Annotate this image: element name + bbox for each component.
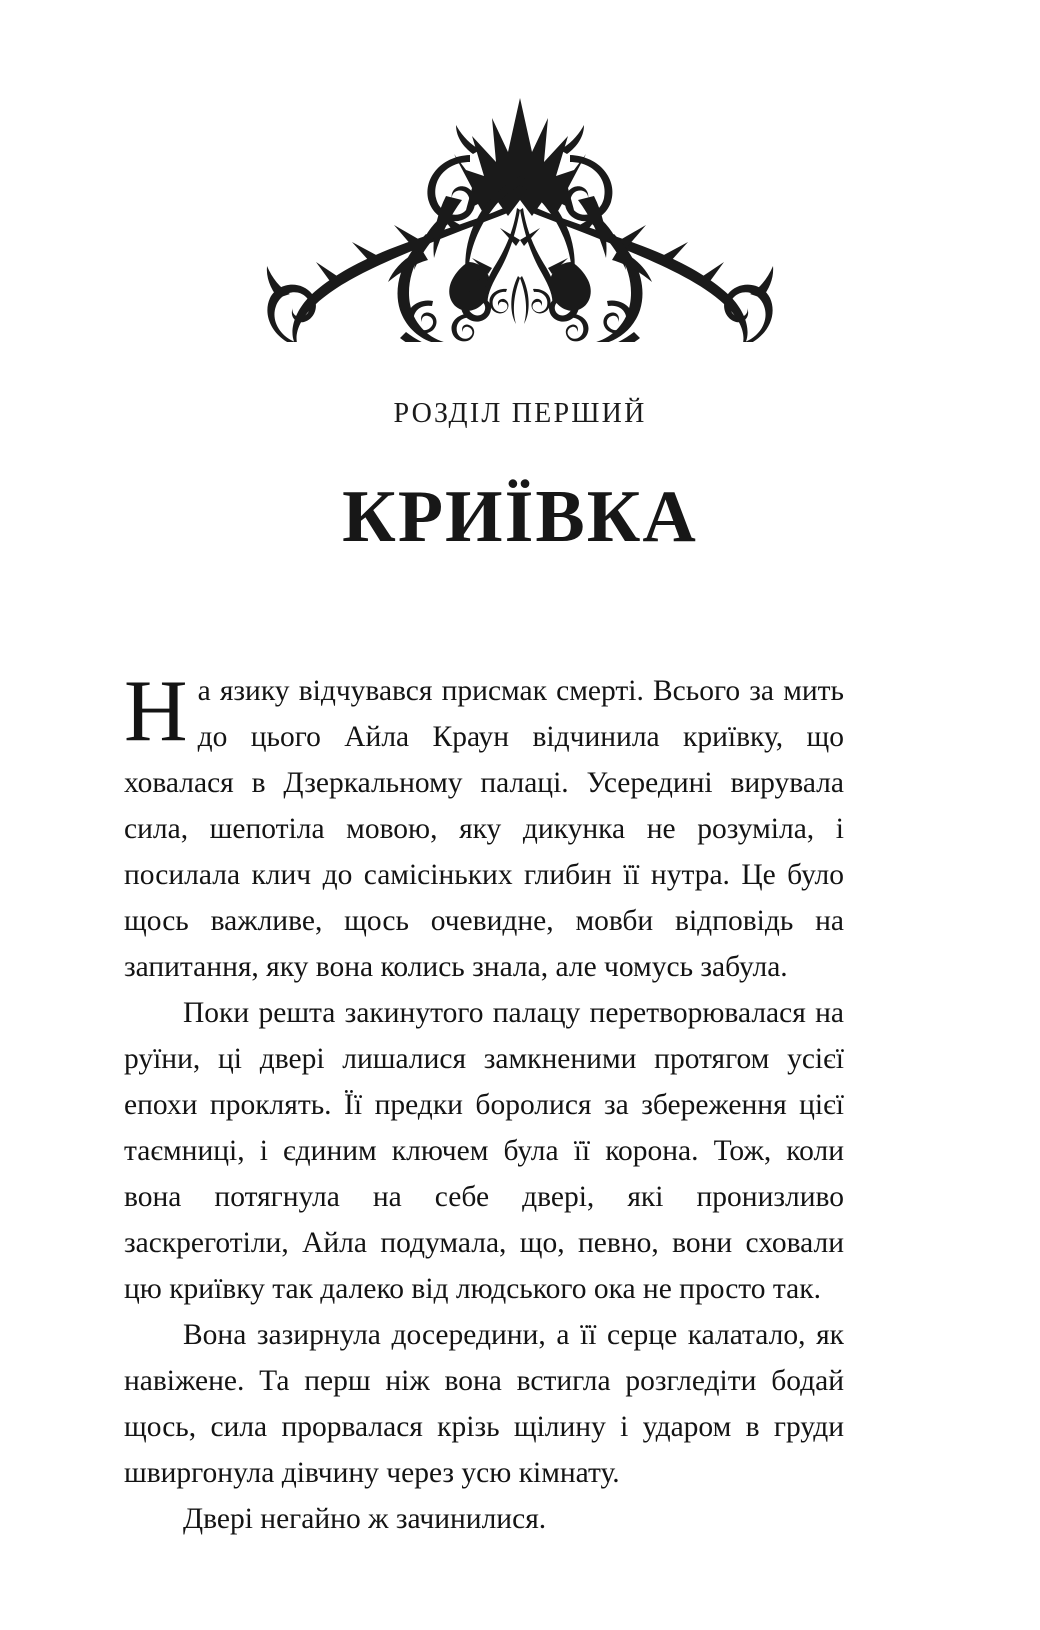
chapter-title: КРИЇВКА bbox=[342, 476, 698, 558]
chapter-number-label: РОЗДІЛ ПЕРШИЙ bbox=[393, 398, 647, 429]
chapter-ornament bbox=[0, 92, 1040, 342]
paragraph-1 bbox=[124, 663, 844, 990]
paragraph-4: Двері негайно ж зачинилися. bbox=[183, 1503, 547, 1535]
paragraph-3: Вона зазирнула досередини, а її серце калатало, як навіжене. Та перш ніж вона встигла розгледіти бодай щось, сила прорвалася крізь щілину і ударом в груди швиргонула дівчину через усю кімнату. bbox=[124, 1319, 844, 1489]
body-text-column bbox=[124, 663, 844, 1542]
drop-cap: Н bbox=[124, 663, 188, 760]
chapter-heading-block bbox=[0, 400, 1040, 604]
paragraph-1-text: а язику відчувався присмак смерті. Всього за мить до цього Айла Краун відчинила криївку, що ховалася в Дзеркальному палаці. Усередині вирувала сила, шепотіла мовою, яку дикунка не розуміла, і посилала клич до самісіньких глибин її нутра. Це було щось важливе, щось очевидне, мовби відповідь на запитання, яку вона колись знала, але чомусь забула. bbox=[124, 675, 844, 983]
paragraph-2: Поки решта закинутого палацу перетворювалася на руїни, ці двері лишалися замкненими протягом усієї епохи проклять. Її предки боролися за збереження цієї таємниці, і єдиним ключем була її корона. Тож, коли вона потягнула на себе двері, які пронизливо заскреготіли, Айла подумала, що, певно, вони сховали цю криївку так далеко від людського ока не просто так. bbox=[124, 997, 844, 1305]
